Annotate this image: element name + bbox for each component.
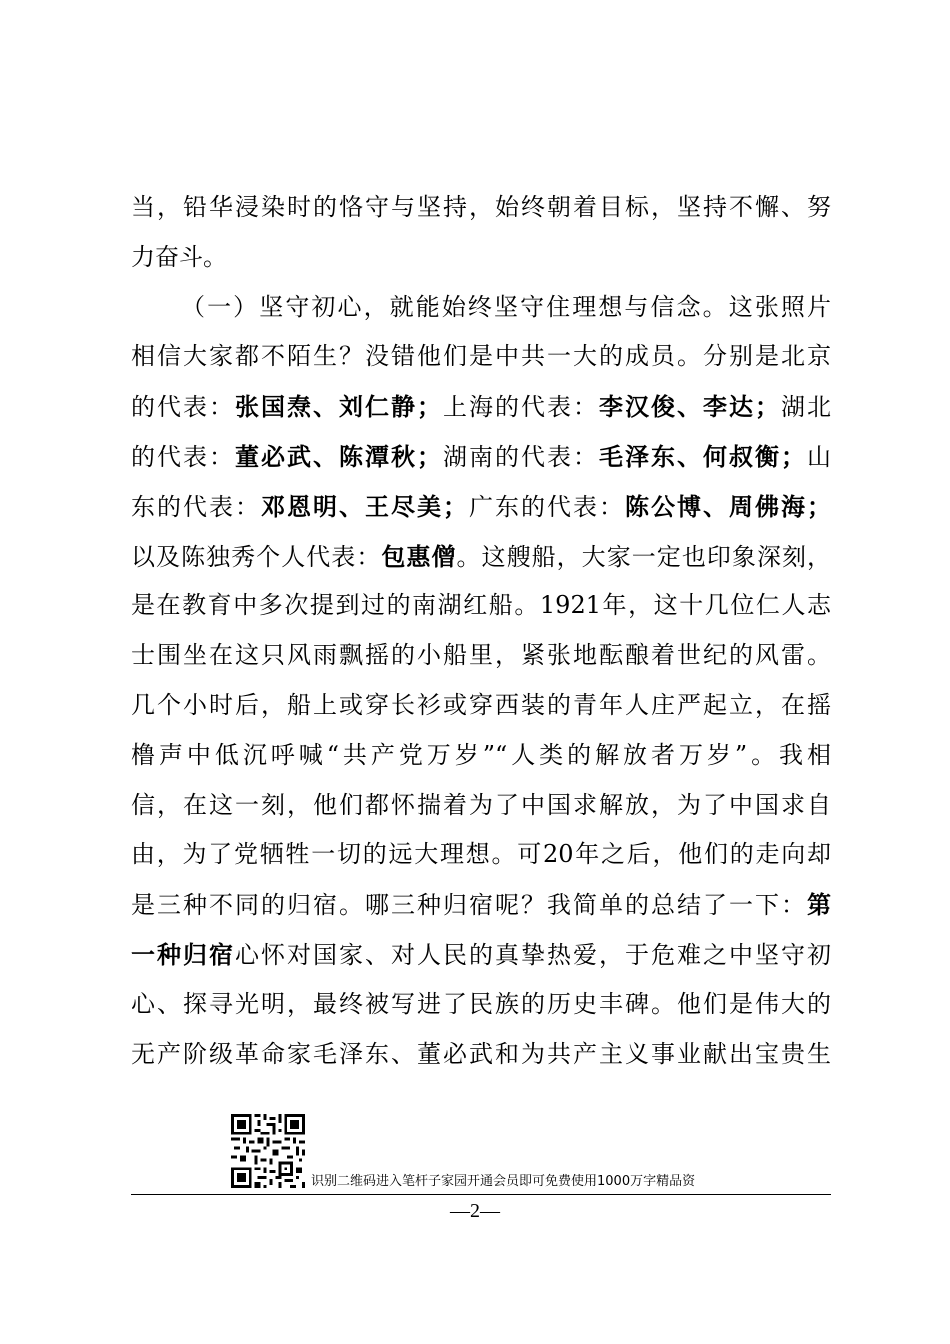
bold-names: 董必武、陈潭秋； <box>235 441 441 471</box>
text-line <box>131 233 831 283</box>
text-run: 相信大家都不陌生？没错他们是中共一大的成员。分别是北京 <box>131 342 831 371</box>
bold-names: 邓恩明、王尽美； <box>261 491 467 521</box>
text-line <box>131 1030 831 1080</box>
document-body <box>131 183 831 1079</box>
text-run: 橹声中低沉呼喊“共产党万岁”“人类的解放者万岁”。我相 <box>131 740 831 769</box>
text-run: 湖北 <box>779 393 831 422</box>
text-run: （一）坚守初心，就能始终坚守住理想与信念。这张照片 <box>181 292 831 321</box>
text-run: 几个小时后，船上或穿长衫或穿西装的青年人庄严起立，在摇 <box>131 690 831 719</box>
text-line <box>131 631 831 681</box>
text-line <box>131 183 831 233</box>
paragraph-heading-line <box>131 283 831 333</box>
text-run: 的代表： <box>131 393 235 422</box>
text-line <box>131 332 831 382</box>
bold-names: 包惠僧 <box>381 541 457 571</box>
bold-names: 毛泽东、何叔衡； <box>599 441 805 471</box>
text-run: 湖南的代表： <box>441 442 599 471</box>
text-run: 上海的代表： <box>441 393 599 422</box>
text-line <box>131 731 831 781</box>
text-line <box>131 930 831 980</box>
text-run: 当，铅华浸染时的恪守与坚持，始终朝着目标，坚持不懈、努 <box>131 193 831 221</box>
text-run: 力奋斗。 <box>131 242 227 271</box>
qr-code-icon[interactable] <box>231 1114 305 1188</box>
page-number: —2— <box>450 1200 500 1222</box>
text-run: 士围坐在这只风雨飘摇的小船里，紧张地酝酿着世纪的风雷。 <box>131 641 831 670</box>
text-line <box>131 781 831 831</box>
text-line <box>131 432 831 482</box>
page-footer <box>231 1114 831 1194</box>
text-run: 东的代表： <box>131 492 261 521</box>
text-run: 山 <box>805 442 831 471</box>
footer-promo-text: 识别二维码进入笔杆子家园开通会员即可免费使用1000万字精品资 <box>311 1174 696 1189</box>
bold-phrase: 第 <box>807 890 831 920</box>
footer-divider <box>131 1194 831 1195</box>
text-line <box>131 482 831 532</box>
text-run: 无产阶级革命家毛泽东、董必武和为共产主义事业献出宝贵生 <box>131 1039 831 1068</box>
text-line <box>131 830 831 880</box>
bold-names: 陈公博、周佛海； <box>625 491 831 521</box>
text-run: 心怀对国家、对人民的真挚热爱，于危难之中坚守初 <box>235 940 831 969</box>
text-line <box>131 581 831 631</box>
text-run: 心、探寻光明，最终被写进了民族的历史丰碑。他们是伟大的 <box>131 989 831 1018</box>
text-run: 广东的代表： <box>467 492 625 521</box>
text-line <box>131 980 831 1030</box>
text-run: 由，为了党牺牲一切的远大理想。可20年之后，他们的走向却 <box>131 840 831 869</box>
text-line <box>131 532 831 582</box>
bold-names: 李汉俊、李达； <box>599 392 779 422</box>
bold-names: 张国焘、刘仁静； <box>235 392 441 422</box>
text-run: 是在教育中多次提到过的南湖红船。1921年，这十几位仁人志 <box>131 591 831 620</box>
text-line <box>131 382 831 432</box>
text-line <box>131 681 831 731</box>
bold-phrase: 一种归宿 <box>131 939 235 969</box>
text-line <box>131 880 831 930</box>
text-run: 信，在这一刻，他们都怀揣着为了中国求解放，为了中国求自 <box>131 790 831 819</box>
text-run: 的代表： <box>131 442 235 471</box>
text-run: 是三种不同的归宿。哪三种归宿呢？我简单的总结了一下： <box>131 891 807 920</box>
text-run: 以及陈独秀个人代表： <box>131 542 382 571</box>
text-run: 。这艘船，大家一定也印象深刻， <box>456 542 832 571</box>
